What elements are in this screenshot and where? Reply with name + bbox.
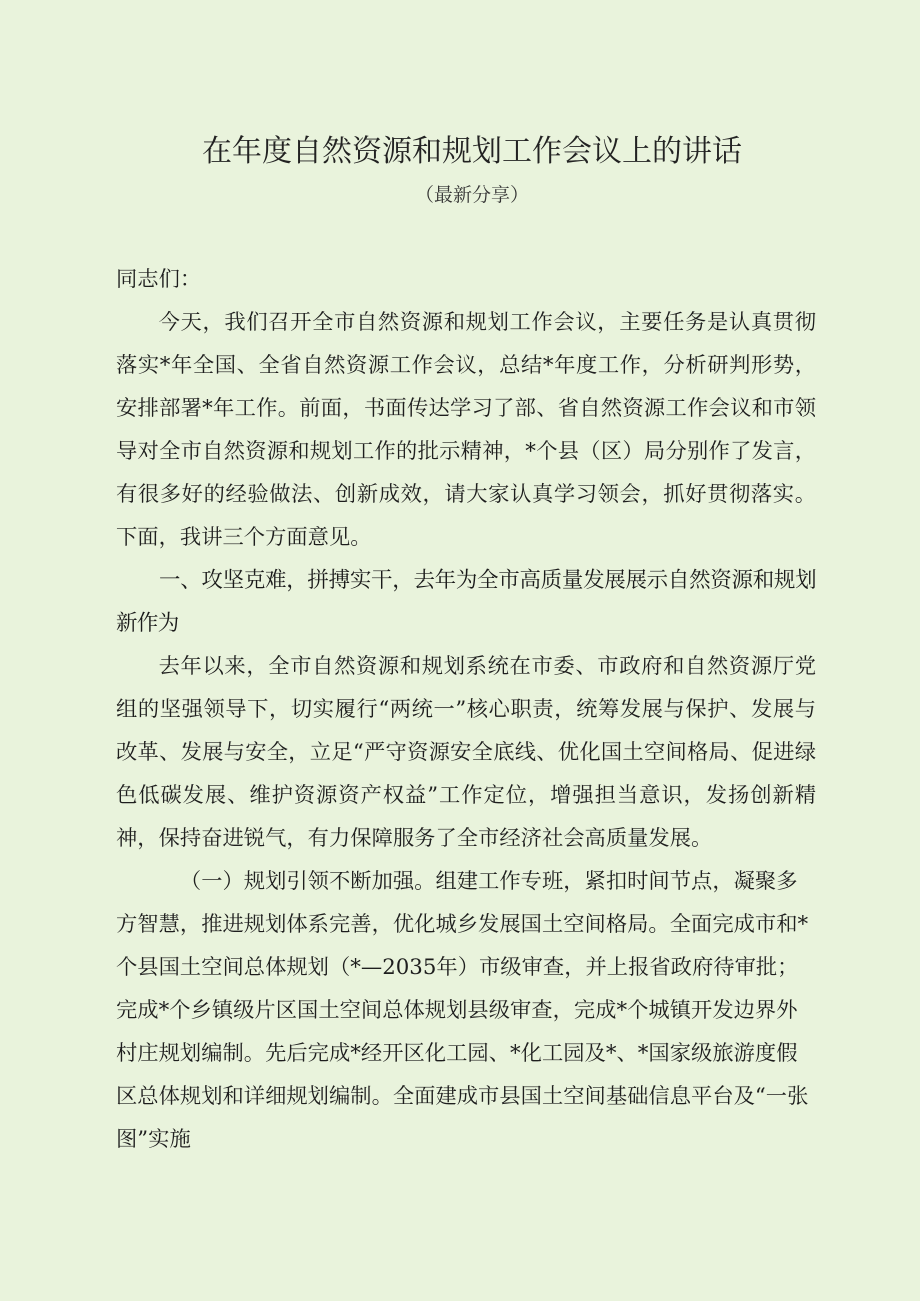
paragraph-review: 去年以来，全市自然资源和规划系统在市委、市政府和自然资源厅党组的坚强领导下，切实履行“两统一”核心职责，统筹发展与保护、发展与改革、发展与安全，立足“严守资源安全底线、优化国土空间格局、促进绿色低碳发展、维护资源资产权益”工作定位，增强担当意识，发扬创新精神，保持奋进锐气，有力保障服务了全市经济社会高质量发展。 [116,654,816,851]
paragraph-intro: 今天，我们召开全市自然资源和规划工作会议，主要任务是认真贯彻落实*年全国、全省自然资源工作会议，总结*年度工作，分析研判形势，安排部署*年工作。前面，书面传达学习了部、省自然资源工作会议和市领导对全市自然资源和规划工作的批示精神，*个县（区）局分别作了发言，有很多好的经验做法、创新成效，请大家认真学习领会，抓好贯彻落实。下面，我讲三个方面意见。 [116,310,816,550]
document-subtitle: （最新分享） [414,184,529,206]
document-title: 在年度自然资源和规划工作会议上的讲话 [202,134,742,169]
section-heading-1: 一、攻坚克难，拼搏实干，去年为全市高质量发展展示自然资源和规划新作为 [116,568,816,636]
document-body [116,258,816,1161]
greeting: 同志们： [116,267,202,292]
paragraph-planning: （一）规划引领不断加强。组建工作专班，紧扣时间节点，凝聚多方智慧，推进规划体系完善，优化城乡发展国土空间格局。全面完成市和*个县国土空间总体规划（*—2035年）市级审查，并上报省政府待审批；完成*个乡镇级片区国土空间总体规划县级审查，完成*个城镇开发边界外村庄规划编制。先后完成*经开区化工园、*化工园及*、*国家级旅游度假区总体规划和详细规划编制。全面建成市县国土空间基础信息平台及“一张图”实施 [116,869,809,1152]
